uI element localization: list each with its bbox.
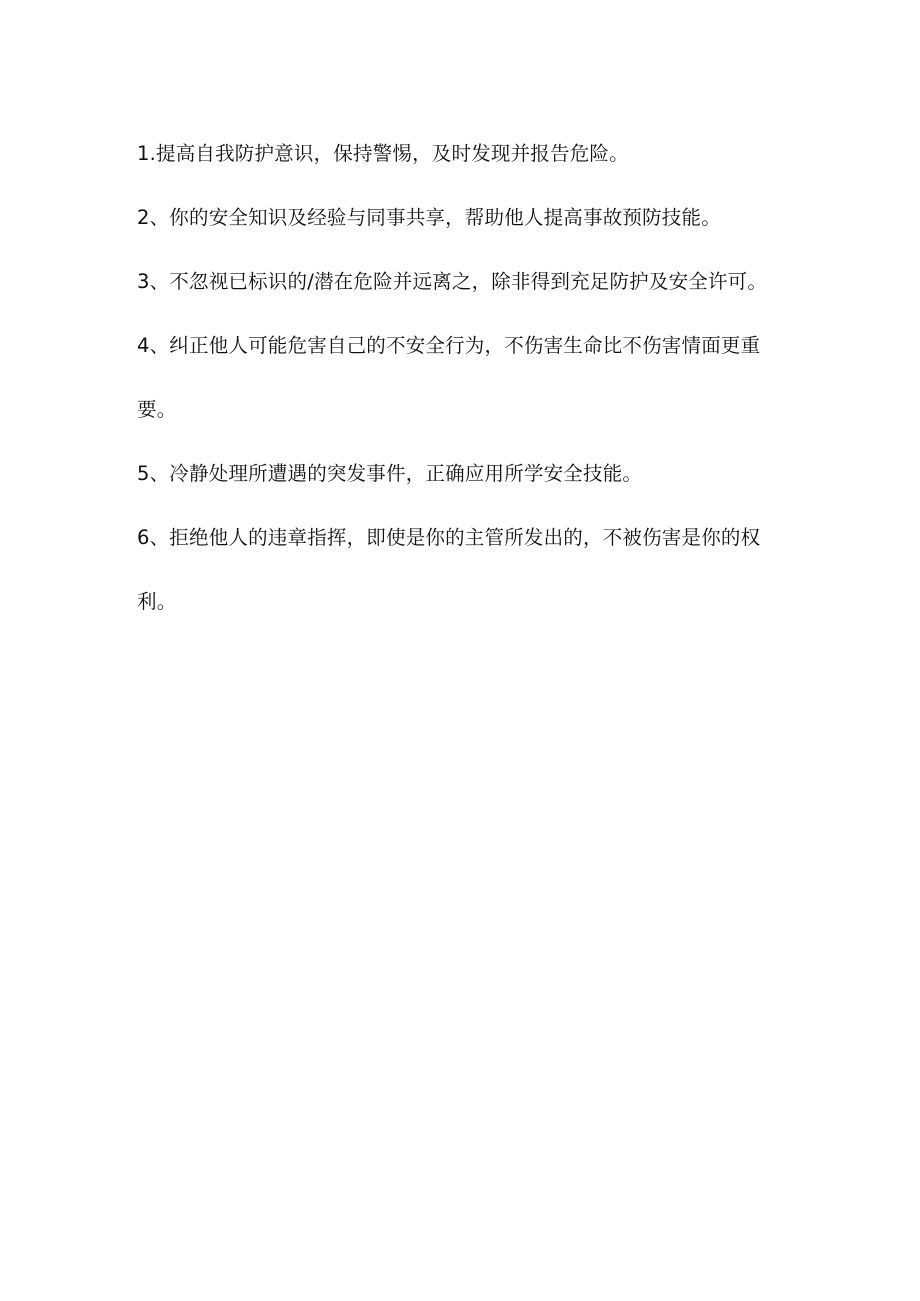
paragraph-5: 5、冷静处理所遭遇的突发事件，正确应用所学安全技能。 xyxy=(137,462,643,485)
document-body xyxy=(137,132,797,634)
paragraph-1: 1.提高自我防护意识，保持警惕，及时发现并报告危险。 xyxy=(137,142,629,165)
paragraph-2: 2、你的安全知识及经验与同事共享，帮助他人提高事故预防技能。 xyxy=(137,206,721,229)
paragraph-6: 6、拒绝他人的违章指挥，即使是你的主管所发出的，不被伤害是你的权利。 xyxy=(137,526,761,613)
paragraph-4: 4、纠正他人可能危害自己的不安全行为，不伤害生命比不伤害情面更重要。 xyxy=(137,334,761,421)
paragraph-3: 3、不忽视已标识的/潜在危险并远离之，除非得到充足防护及安全许可。 xyxy=(137,270,768,293)
